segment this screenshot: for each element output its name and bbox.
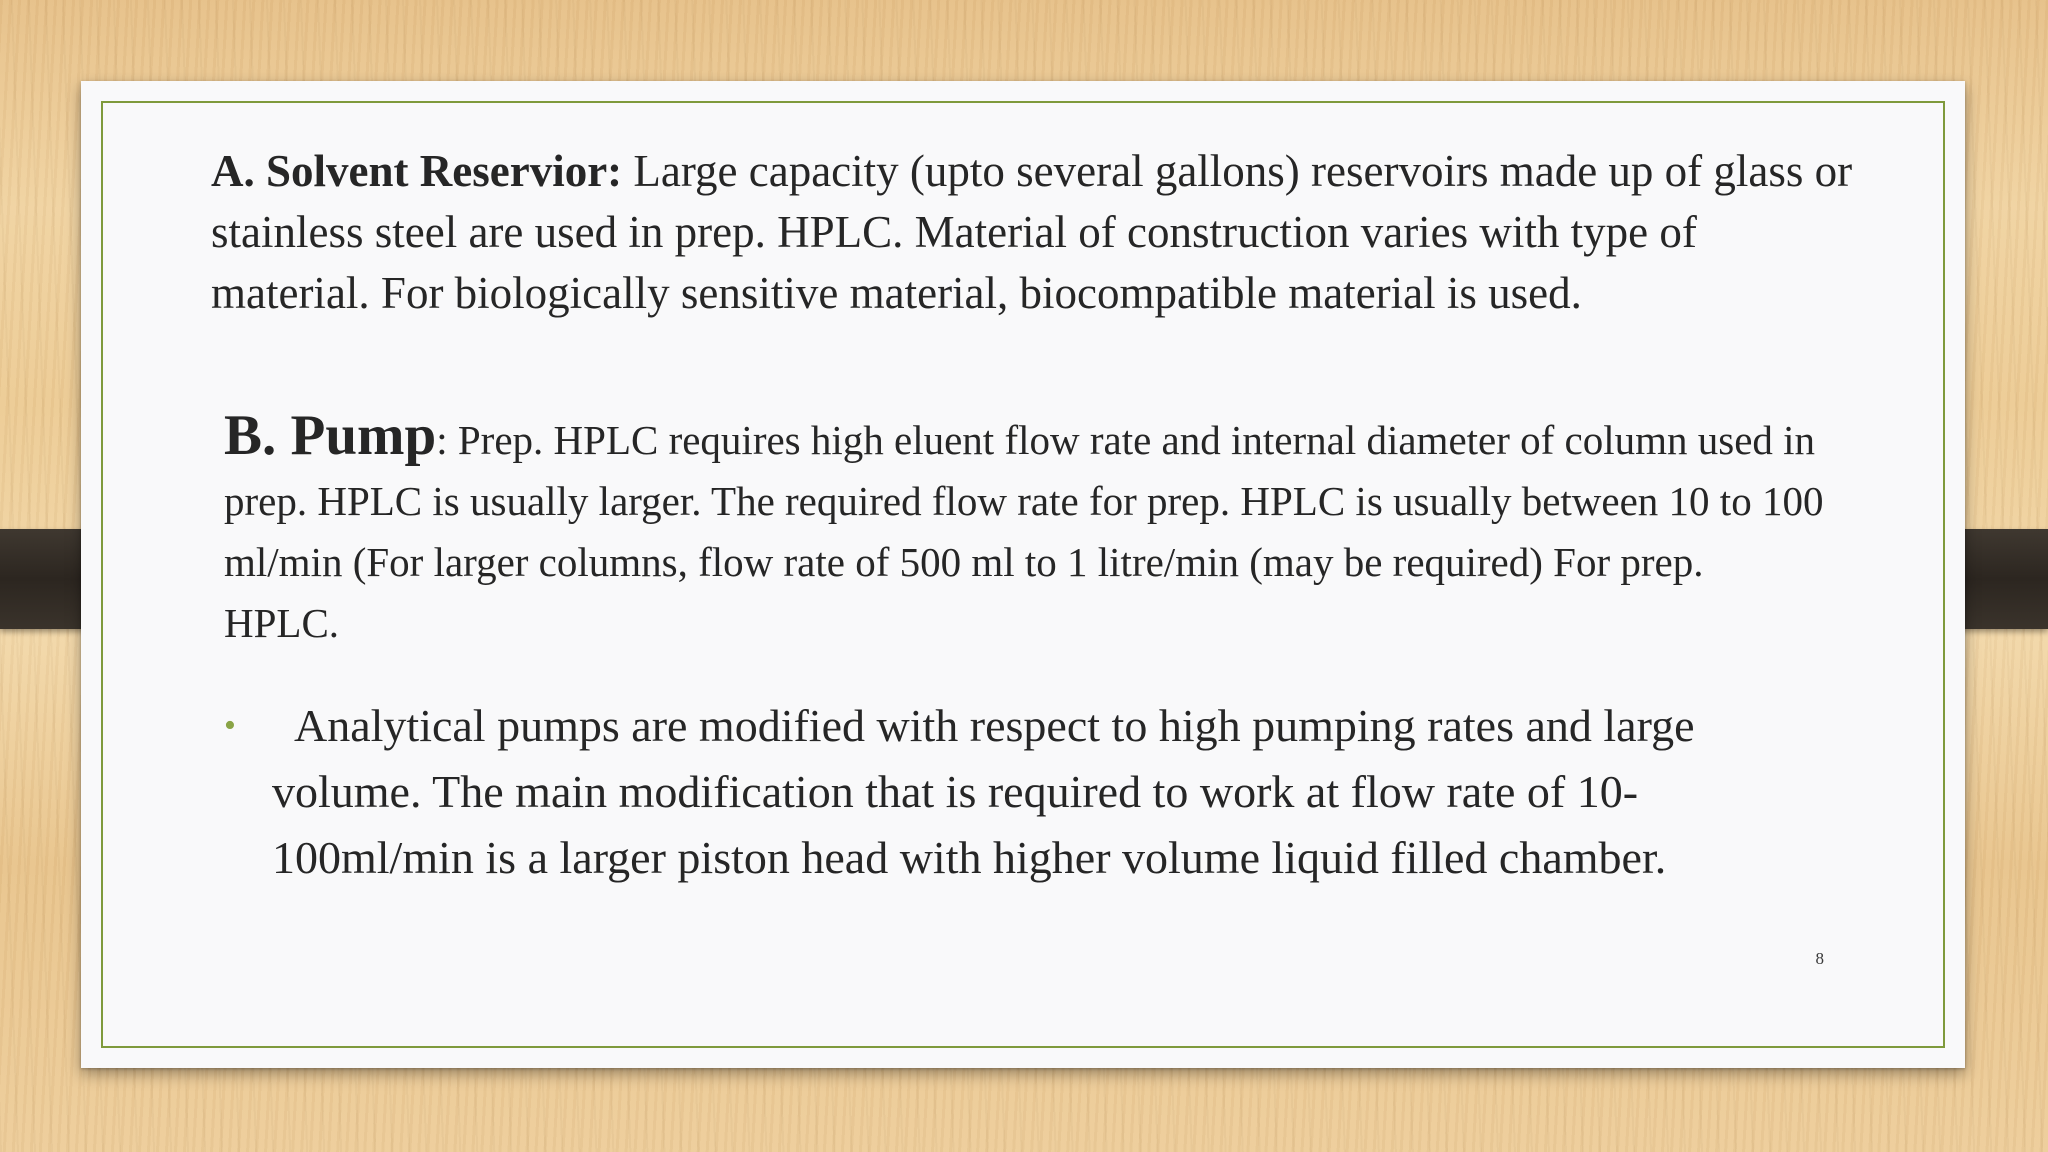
pump-text: : Prep. HPLC requires high eluent flow rate and internal diameter of column used in prep. HPLC is usually larger. The required flow rate for prep. HPLC is usually between 10 to 100 ml/min (For larger columns, flow rate of 500 ml to 1 litre/min (may be required) For prep. HPLC. <box>224 417 1824 646</box>
solvent-reservoir-text: Large capacity (upto several gallons) reservoirs made up of glass or stainless steel are used in prep. HPLC. Material of construction varies with type of material. For biologically sensitive material, biocompatible material is used. <box>211 146 1853 318</box>
pump-heading: B. Pump <box>224 404 437 467</box>
pump-paragraph <box>224 405 1824 654</box>
bullet-text: Analytical pumps are modified with respect to high pumping rates and large volume. The main modification that is required to work at flow rate of 10-100ml/min is a larger piston head with higher volume liquid filled chamber. <box>272 700 1695 883</box>
solvent-reservoir-paragraph <box>211 141 1861 324</box>
page-number: 8 <box>1815 949 1824 968</box>
slide <box>81 81 1965 1068</box>
bullet-icon: • <box>224 707 236 744</box>
bullet-list-item <box>224 693 1824 891</box>
solvent-reservoir-heading: A. Solvent Reservior: <box>211 146 623 196</box>
